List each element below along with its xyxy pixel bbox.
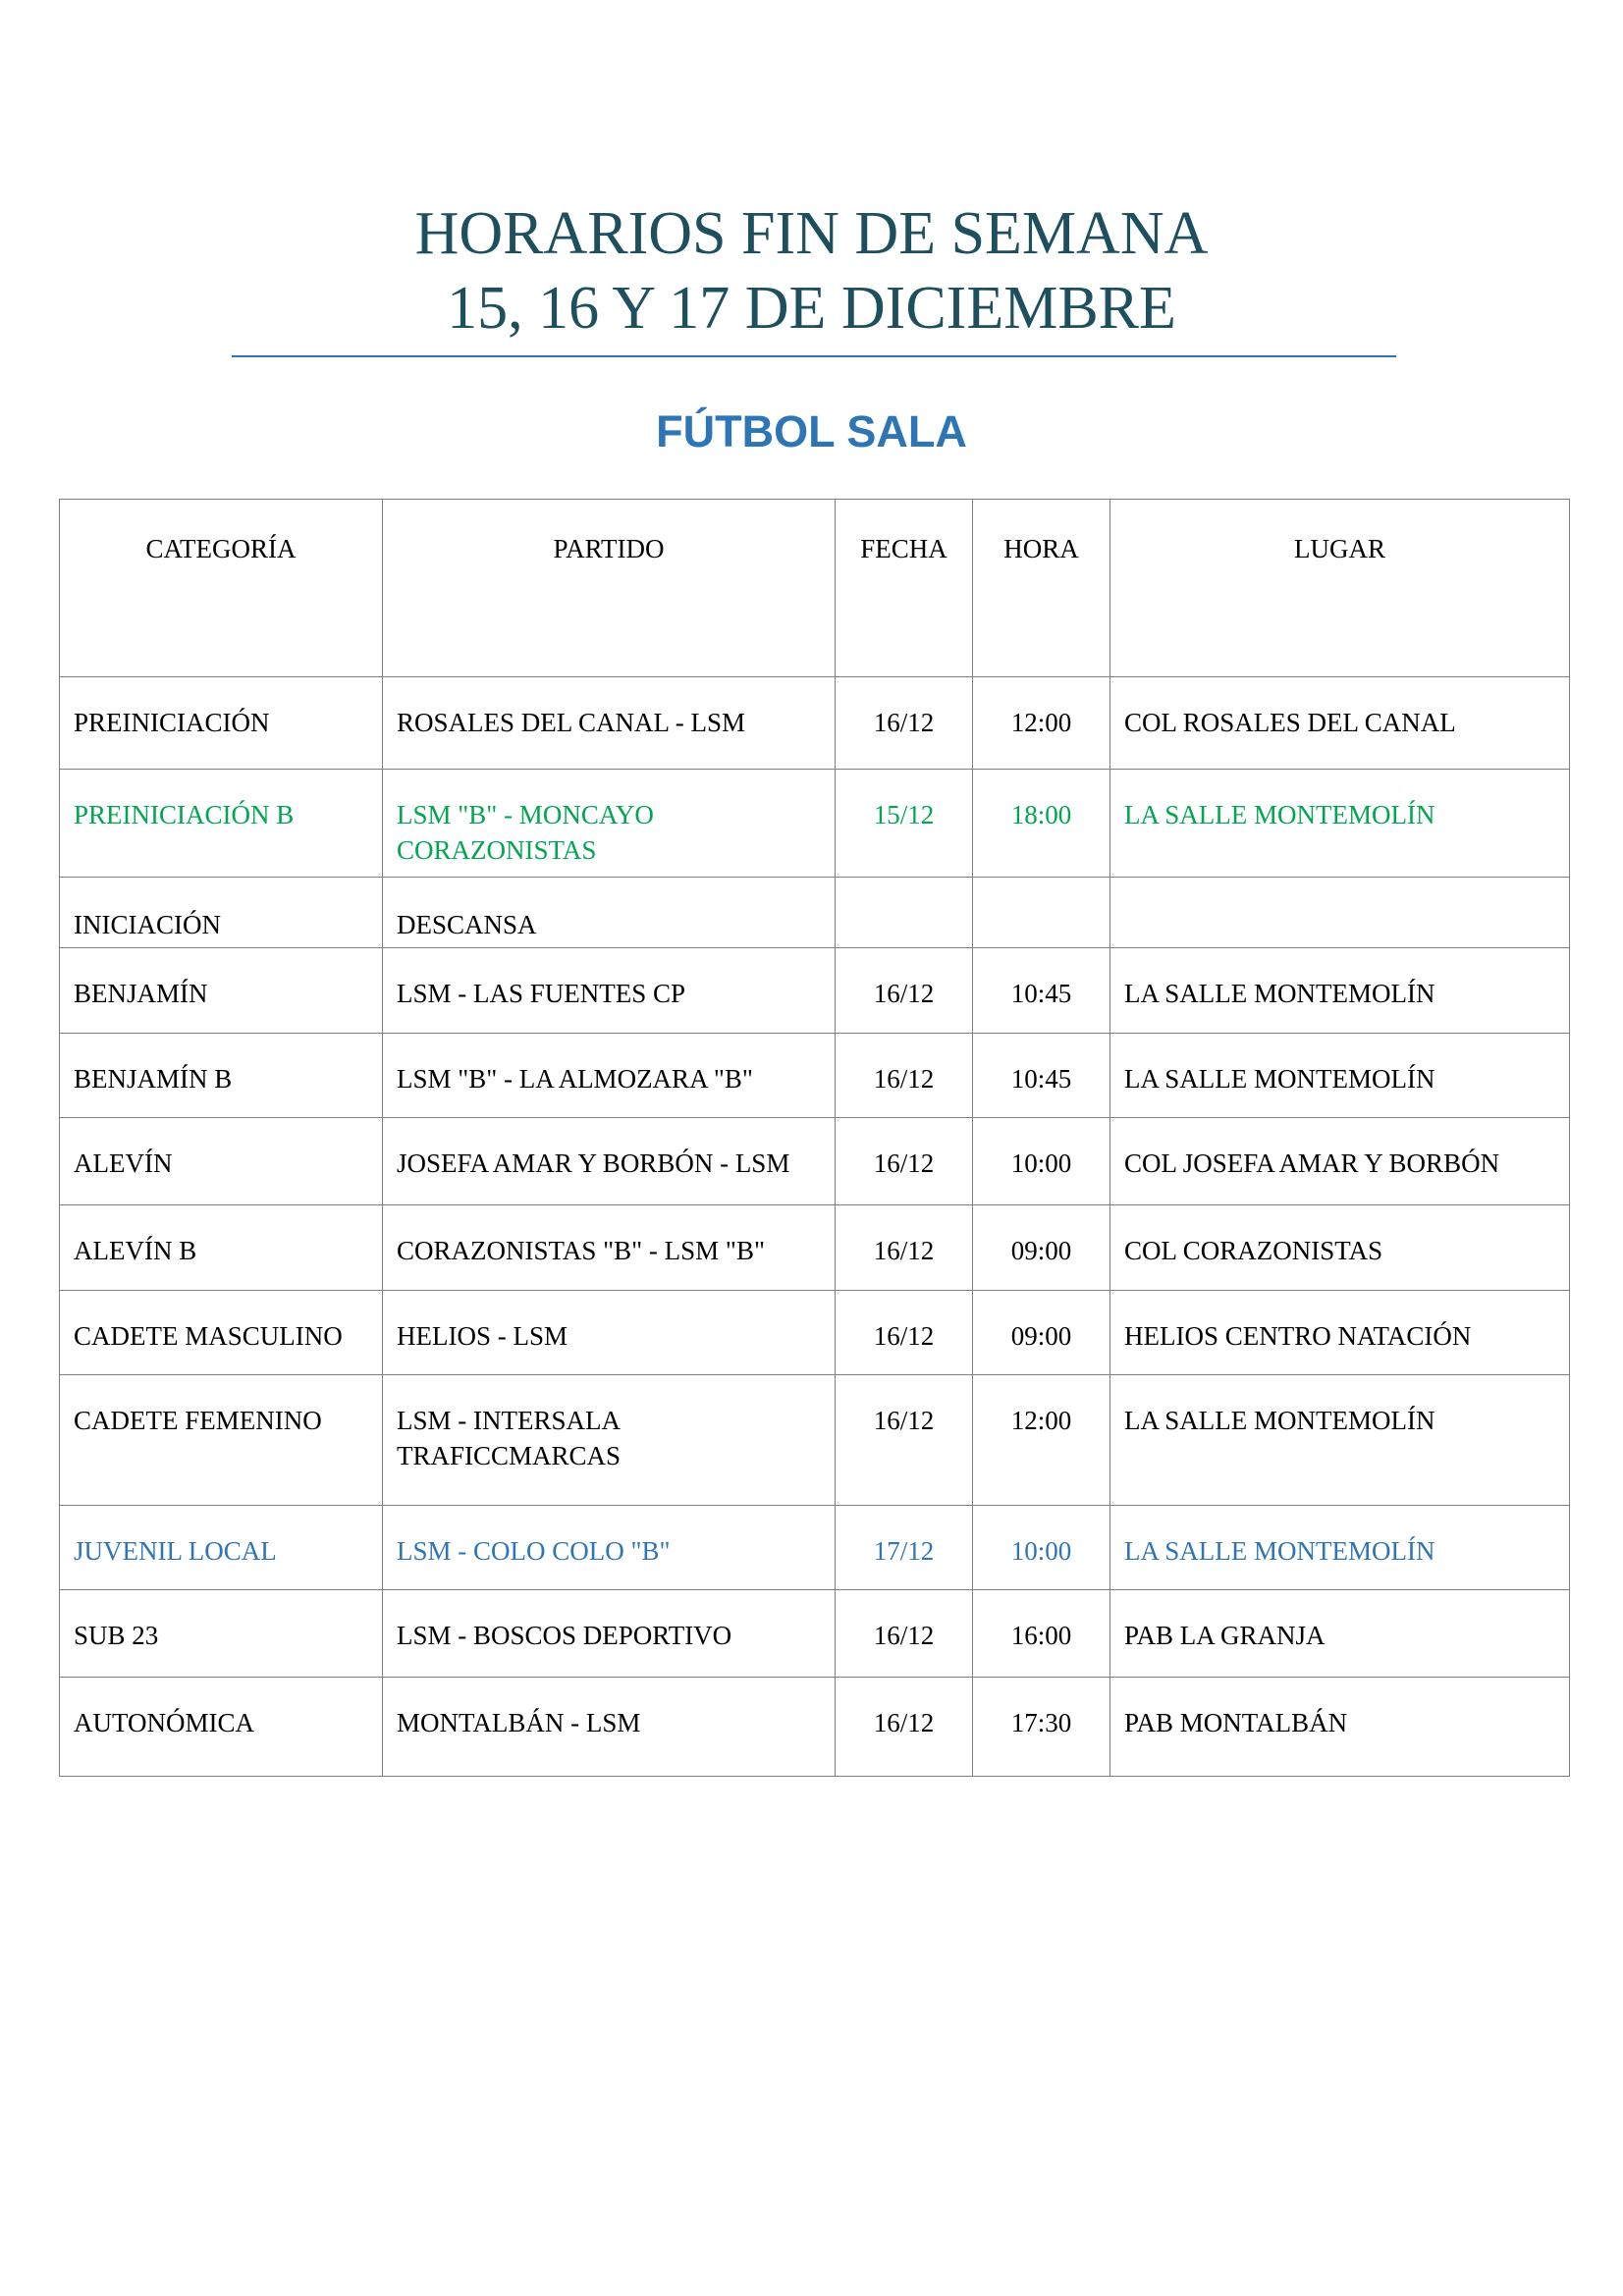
table-row bbox=[60, 770, 1570, 878]
cell-hora: 16:00 bbox=[973, 1590, 1110, 1678]
table-row bbox=[60, 1118, 1570, 1205]
cell-hora: 12:00 bbox=[973, 677, 1110, 770]
cell-lugar: COL JOSEFA AMAR Y BORBÓN bbox=[1110, 1118, 1570, 1205]
cell-hora: 10:45 bbox=[973, 1034, 1110, 1118]
cell-fecha: 16/12 bbox=[836, 1375, 973, 1506]
cell-fecha: 15/12 bbox=[836, 770, 973, 878]
cell-hora: 09:00 bbox=[973, 1205, 1110, 1291]
cell-fecha bbox=[836, 878, 973, 948]
cell-lugar: LA SALLE MONTEMOLÍN bbox=[1110, 948, 1570, 1034]
cell-categoria: CADETE MASCULINO bbox=[60, 1291, 383, 1375]
cell-partido: LSM "B" - MONCAYO CORAZONISTAS bbox=[383, 770, 836, 878]
cell-partido: ROSALES DEL CANAL - LSM bbox=[383, 677, 836, 770]
cell-lugar: LA SALLE MONTEMOLÍN bbox=[1110, 770, 1570, 878]
table-row bbox=[60, 1375, 1570, 1506]
cell-fecha: 17/12 bbox=[836, 1506, 973, 1590]
cell-fecha: 16/12 bbox=[836, 1034, 973, 1118]
table-row bbox=[60, 677, 1570, 770]
cell-fecha: 16/12 bbox=[836, 1590, 973, 1678]
cell-categoria: INICIACIÓN bbox=[60, 878, 383, 948]
cell-hora: 17:30 bbox=[973, 1678, 1110, 1777]
cell-categoria: CADETE FEMENINO bbox=[60, 1375, 383, 1506]
cell-partido: MONTALBÁN - LSM bbox=[383, 1678, 836, 1777]
table-row bbox=[60, 1034, 1570, 1118]
cell-lugar: COL CORAZONISTAS bbox=[1110, 1205, 1570, 1291]
cell-partido: CORAZONISTAS "B" - LSM "B" bbox=[383, 1205, 836, 1291]
cell-fecha: 16/12 bbox=[836, 948, 973, 1034]
cell-categoria: AUTONÓMICA bbox=[60, 1678, 383, 1777]
cell-lugar bbox=[1110, 878, 1570, 948]
cell-fecha: 16/12 bbox=[836, 677, 973, 770]
cell-categoria: PREINICIACIÓN bbox=[60, 677, 383, 770]
cell-fecha: 16/12 bbox=[836, 1118, 973, 1205]
cell-partido: LSM - COLO COLO "B" bbox=[383, 1506, 836, 1590]
cell-hora: 10:00 bbox=[973, 1506, 1110, 1590]
cell-partido: JOSEFA AMAR Y BORBÓN - LSM bbox=[383, 1118, 836, 1205]
cell-categoria: SUB 23 bbox=[60, 1590, 383, 1678]
table-row bbox=[60, 1678, 1570, 1777]
table-row bbox=[60, 1205, 1570, 1291]
cell-hora: 18:00 bbox=[973, 770, 1110, 878]
cell-categoria: ALEVÍN B bbox=[60, 1205, 383, 1291]
cell-partido: LSM - INTERSALA TRAFICCMARCAS bbox=[383, 1375, 836, 1506]
cell-partido: LSM - LAS FUENTES CP bbox=[383, 948, 836, 1034]
cell-partido: DESCANSA bbox=[383, 878, 836, 948]
cell-partido: LSM - BOSCOS DEPORTIVO bbox=[383, 1590, 836, 1678]
page-title-line2: 15, 16 Y 17 DE DICIEMBRE bbox=[447, 275, 1176, 342]
cell-categoria: ALEVÍN bbox=[60, 1118, 383, 1205]
cell-partido: LSM "B" - LA ALMOZARA "B" bbox=[383, 1034, 836, 1118]
cell-lugar: LA SALLE MONTEMOLÍN bbox=[1110, 1506, 1570, 1590]
cell-hora: 10:00 bbox=[973, 1118, 1110, 1205]
cell-hora: 12:00 bbox=[973, 1375, 1110, 1506]
cell-lugar: PAB LA GRANJA bbox=[1110, 1590, 1570, 1678]
cell-lugar: LA SALLE MONTEMOLÍN bbox=[1110, 1375, 1570, 1506]
cell-lugar: HELIOS CENTRO NATACIÓN bbox=[1110, 1291, 1570, 1375]
column-header-fecha: FECHA bbox=[836, 500, 973, 677]
column-header-categoria: CATEGORÍA bbox=[60, 500, 383, 677]
column-header-lugar: LUGAR bbox=[1110, 500, 1570, 677]
column-header-hora: HORA bbox=[973, 500, 1110, 677]
table-row bbox=[60, 948, 1570, 1034]
table-header-row bbox=[60, 500, 1570, 677]
column-header-partido: PARTIDO bbox=[383, 500, 836, 677]
cell-partido: HELIOS - LSM bbox=[383, 1291, 836, 1375]
cell-hora bbox=[973, 878, 1110, 948]
cell-categoria: BENJAMÍN B bbox=[60, 1034, 383, 1118]
cell-categoria: BENJAMÍN bbox=[60, 948, 383, 1034]
section-title: FÚTBOL SALA bbox=[656, 406, 967, 456]
schedule-table bbox=[59, 499, 1570, 1777]
title-divider bbox=[232, 355, 1396, 357]
table-row bbox=[60, 1506, 1570, 1590]
table-row bbox=[60, 1590, 1570, 1678]
cell-lugar: PAB MONTALBÁN bbox=[1110, 1678, 1570, 1777]
cell-fecha: 16/12 bbox=[836, 1205, 973, 1291]
table-row bbox=[60, 1291, 1570, 1375]
cell-fecha: 16/12 bbox=[836, 1678, 973, 1777]
cell-lugar: LA SALLE MONTEMOLÍN bbox=[1110, 1034, 1570, 1118]
cell-lugar: COL ROSALES DEL CANAL bbox=[1110, 677, 1570, 770]
page-title-line1: HORARIOS FIN DE SEMANA bbox=[414, 200, 1209, 267]
cell-categoria: PREINICIACIÓN B bbox=[60, 770, 383, 878]
cell-fecha: 16/12 bbox=[836, 1291, 973, 1375]
cell-hora: 09:00 bbox=[973, 1291, 1110, 1375]
cell-categoria: JUVENIL LOCAL bbox=[60, 1506, 383, 1590]
table-row bbox=[60, 878, 1570, 948]
cell-hora: 10:45 bbox=[973, 948, 1110, 1034]
